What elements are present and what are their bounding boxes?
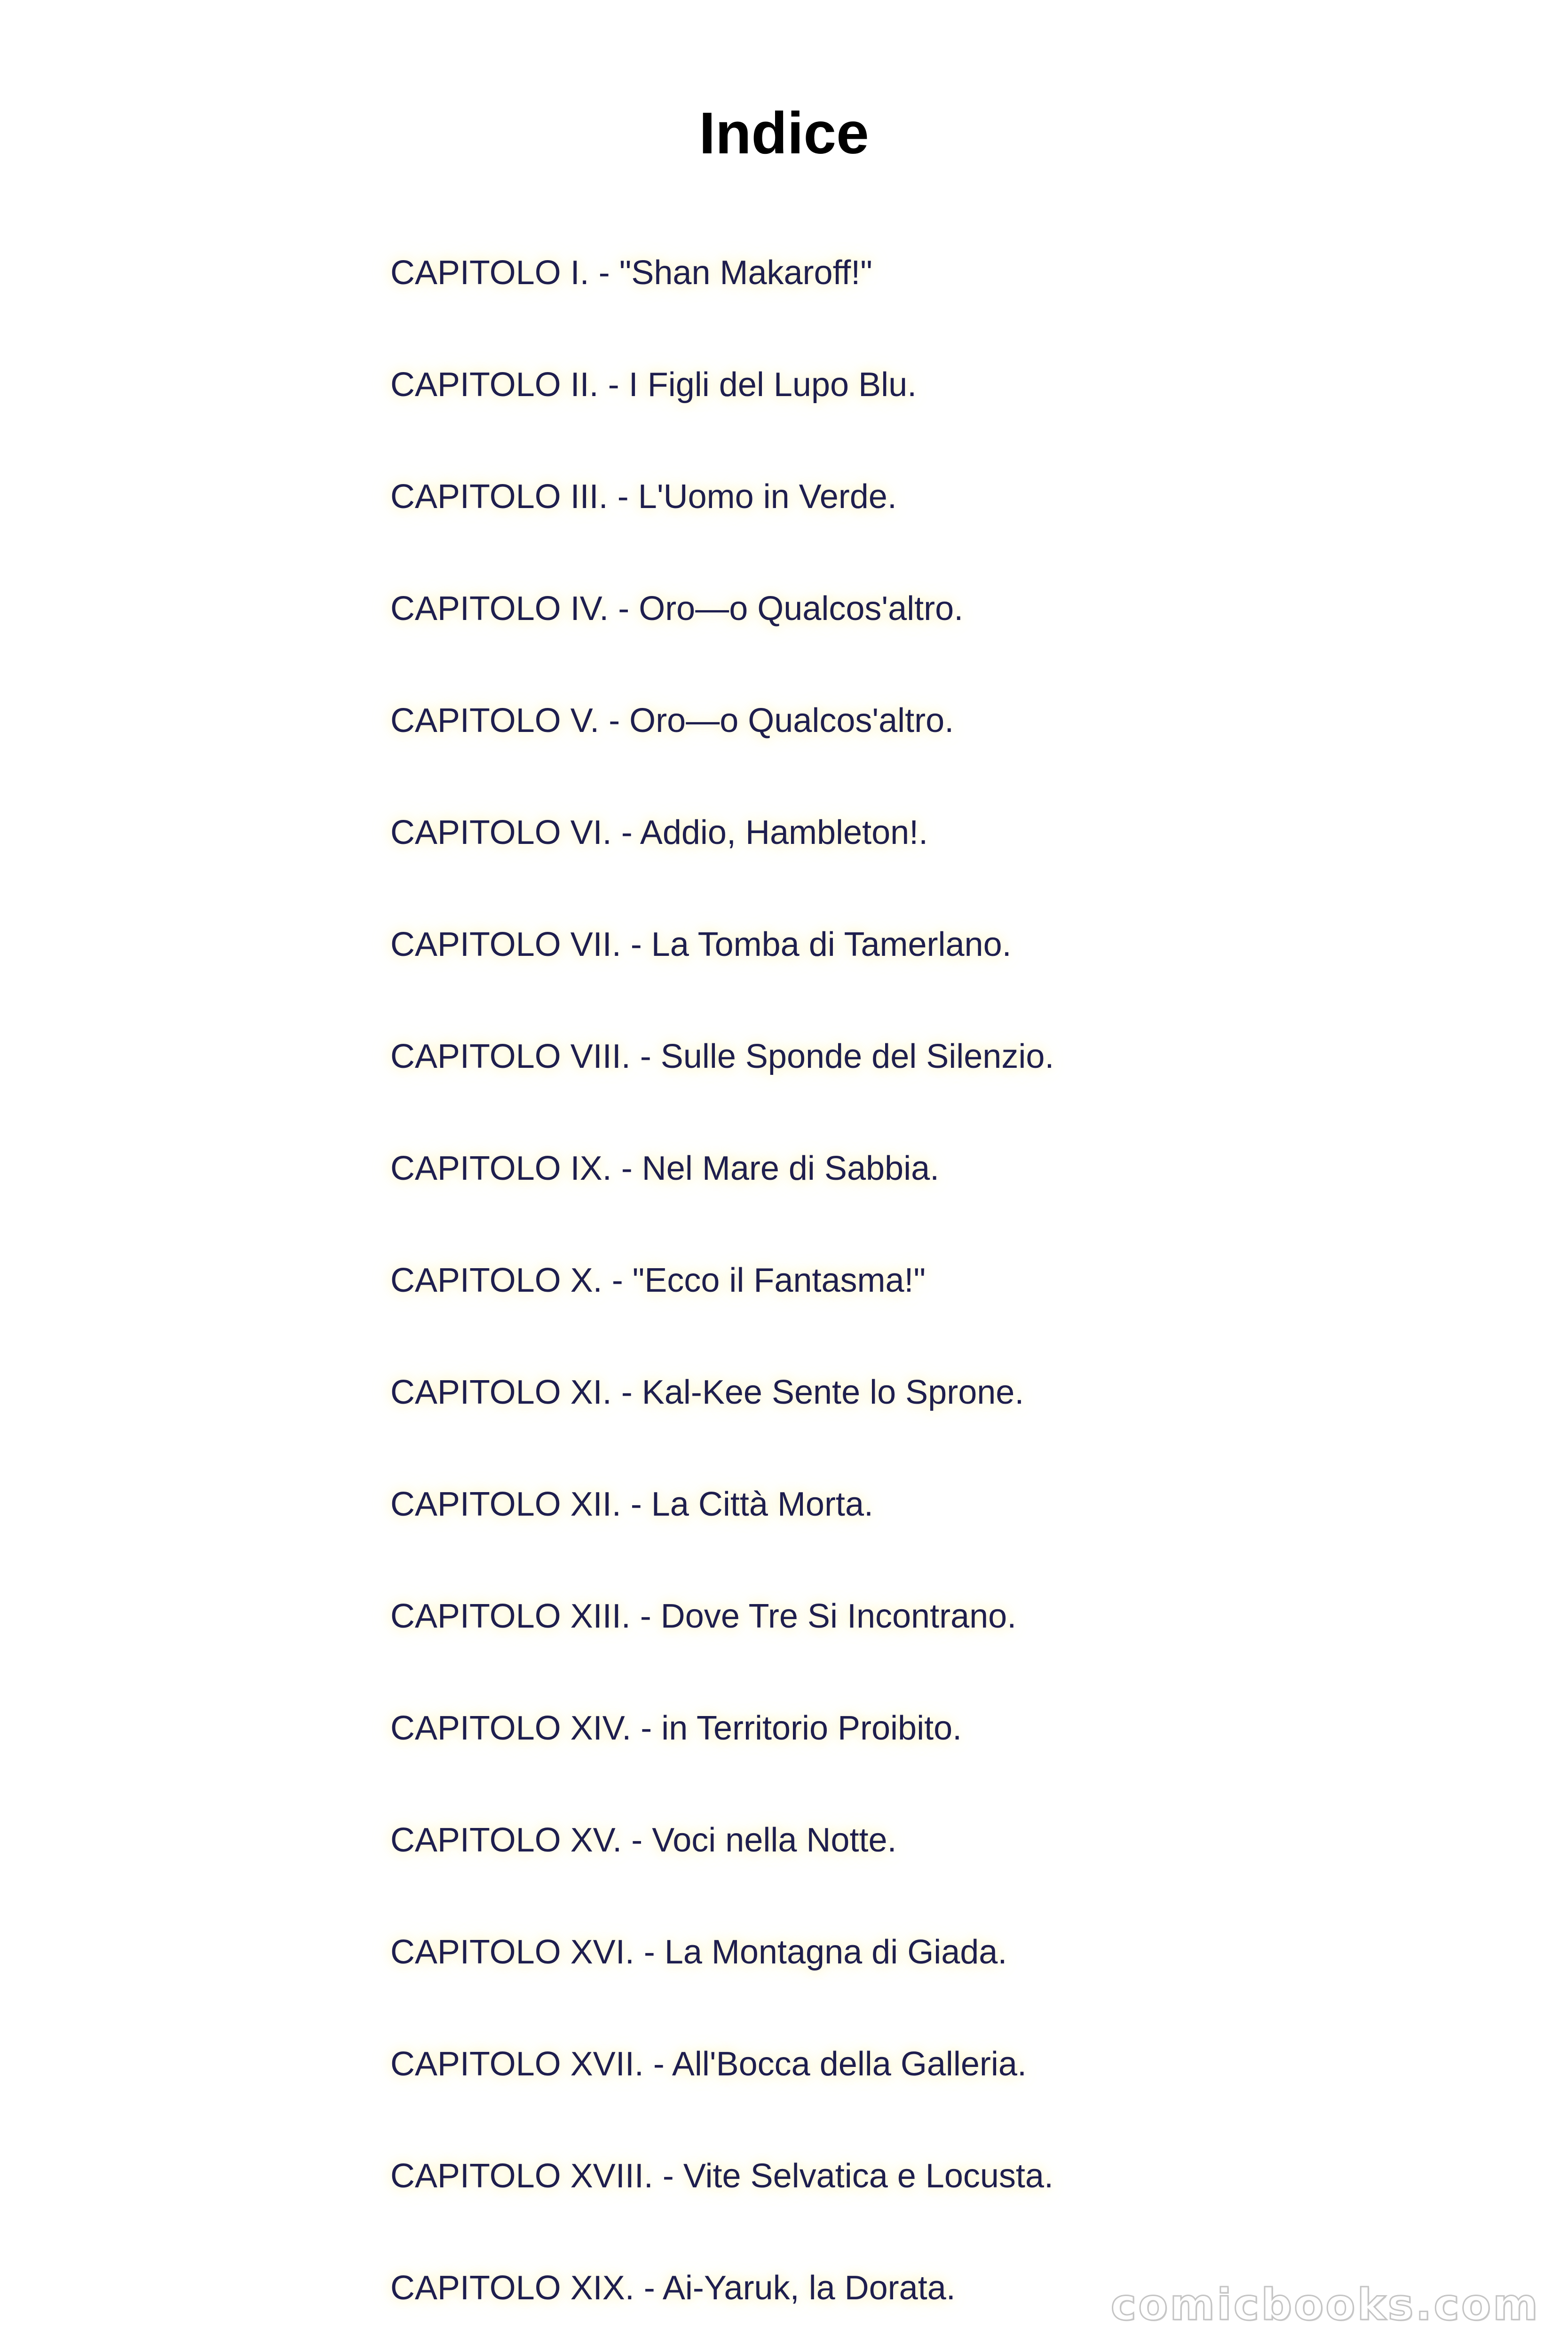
chapter-7-title: CAPITOLO VII. - La Tomba di Tamerlano. [390, 926, 1012, 963]
toc-item-chapter-4 [390, 580, 1054, 692]
toc-item-chapter-19 [390, 2260, 1054, 2352]
table-of-contents [390, 245, 1054, 2352]
toc-item-chapter-17 [390, 2036, 1054, 2148]
chapter-15-title: CAPITOLO XV. - Voci nella Notte. [390, 1821, 897, 1859]
chapter-10-title: CAPITOLO X. - "Ecco il Fantasma!" [390, 1262, 926, 1299]
page-title: Indice [699, 100, 869, 166]
chapter-18-title: CAPITOLO XVIII. - Vite Selvatica e Locusta. [390, 2157, 1053, 2195]
toc-item-chapter-9 [390, 1140, 1054, 1252]
toc-item-chapter-1 [390, 245, 1054, 357]
toc-item-chapter-11 [390, 1364, 1054, 1476]
chapter-6-title: CAPITOLO VI. - Addio, Hambleton!. [390, 814, 928, 851]
toc-item-chapter-3 [390, 469, 1054, 580]
toc-item-chapter-10 [390, 1252, 1054, 1364]
toc-item-chapter-7 [390, 916, 1054, 1028]
chapter-4-title: CAPITOLO IV. - Oro—o Qualcos'altro. [390, 590, 964, 628]
chapter-16-title: CAPITOLO XVI. - La Montagna di Giada. [390, 1933, 1007, 1971]
chapter-17-title: CAPITOLO XVII. - All'Bocca della Galleria. [390, 2045, 1027, 2083]
chapter-1-title: CAPITOLO I. - "Shan Makaroff!" [390, 254, 872, 292]
chapter-3-title: CAPITOLO III. - L'Uomo in Verde. [390, 478, 897, 516]
toc-item-chapter-5 [390, 692, 1054, 804]
toc-item-chapter-15 [390, 1812, 1054, 1924]
toc-item-chapter-14 [390, 1700, 1054, 1812]
chapter-2-title: CAPITOLO II. - I Figli del Lupo Blu. [390, 366, 917, 404]
toc-item-chapter-13 [390, 1588, 1054, 1700]
watermark-logo: comicbooks.com [1110, 2280, 1540, 2330]
toc-item-chapter-16 [390, 1924, 1054, 2036]
chapter-9-title: CAPITOLO IX. - Nel Mare di Sabbia. [390, 1150, 940, 1187]
chapter-11-title: CAPITOLO XI. - Kal-Kee Sente lo Sprone. [390, 1374, 1024, 1411]
chapter-12-title: CAPITOLO XII. - La Città Morta. [390, 1486, 873, 1523]
chapter-19-title: CAPITOLO XIX. - Ai-Yaruk, la Dorata. [390, 2269, 956, 2307]
chapter-13-title: CAPITOLO XIII. - Dove Tre Si Incontrano. [390, 1597, 1017, 1635]
chapter-8-title: CAPITOLO VIII. - Sulle Sponde del Silenzio. [390, 1038, 1054, 1075]
chapter-14-title: CAPITOLO XIV. - in Territorio Proibito. [390, 1709, 962, 1747]
toc-item-chapter-18 [390, 2148, 1054, 2260]
toc-item-chapter-2 [390, 357, 1054, 469]
toc-item-chapter-8 [390, 1028, 1054, 1140]
chapter-5-title: CAPITOLO V. - Oro—o Qualcos'altro. [390, 702, 954, 739]
toc-item-chapter-6 [390, 804, 1054, 916]
toc-item-chapter-12 [390, 1476, 1054, 1588]
